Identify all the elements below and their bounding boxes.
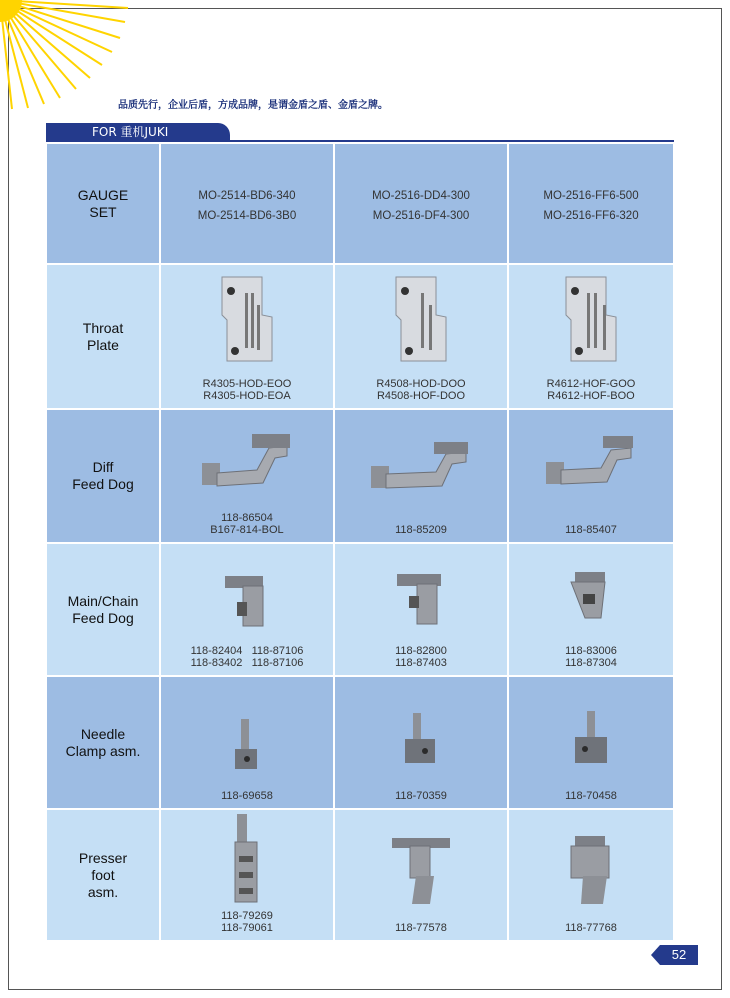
row-label-line: Plate [87,336,119,353]
part-code: 118-70458 [565,790,617,802]
needle-clamp-image [399,711,443,771]
part-cell [508,809,674,941]
part-code: 118-86504 [221,512,273,524]
page-number: 52 [660,945,698,965]
diff-feed-dog-image [366,438,476,498]
part-code: MO-2514-BD6-340 [198,189,296,202]
part-code: R4612-HOF-GOO [546,378,636,390]
row-label [46,143,160,264]
needle-clamp-image [227,717,267,777]
part-code: 118-79061 [221,922,273,934]
sun-burst-graphic [0,0,130,110]
row-label-line: Feed Dog [72,476,134,492]
part-code: R4508-HOD-DOO [376,378,466,390]
part-cell [160,676,334,809]
row-label-line: Diff [92,459,114,475]
part-code: 118-85407 [565,524,617,536]
row-label-line: Throat [82,319,124,336]
part-code: 118-77768 [565,922,617,934]
row-label [46,543,160,676]
part-cell [160,809,334,941]
main-feed-dog-image [217,572,277,632]
row-label-line: SET [89,203,117,220]
presser-foot-image [386,828,456,908]
part-cell [508,409,674,543]
part-code: 118-69658 [221,790,273,802]
part-cell [508,143,674,264]
part-code: MO-2516-DD4-300 [372,189,470,202]
table-row [46,409,674,543]
part-code: 118-79269 [221,910,273,922]
table-row [46,143,674,264]
part-cell [508,543,674,676]
part-code: 118-82800 [395,645,447,657]
row-label-line: Needle [80,725,126,742]
table-row [46,264,674,409]
part-cell [334,676,508,809]
row-label-line: Presser [78,849,128,866]
row-label [46,264,160,409]
part-cell [160,409,334,543]
diff-feed-dog-image [541,432,641,497]
part-cell [334,409,508,543]
table-row [46,543,674,676]
part-cell [334,543,508,676]
throat-plate-image [391,275,451,365]
part-code: 118-82404 118-87106 [190,645,304,657]
part-code: MO-2516-FF6-320 [543,209,639,222]
part-code: R4305-HOD-EOA [203,390,291,402]
throat-plate-image [217,275,277,365]
row-label-line: Main/Chain [67,592,139,609]
row-label-line: GAUGE [77,186,129,203]
part-cell [334,143,508,264]
main-feed-dog-image [561,568,621,628]
part-cell [508,676,674,809]
part-code: 118-87403 [395,657,447,669]
main-feed-dog-image [391,570,451,630]
part-cell [334,264,508,409]
part-code: B167-814-BOL [210,524,284,536]
part-code: 118-77578 [395,922,447,934]
part-code: R4305-HOD-EOO [202,378,292,390]
presser-foot-image [227,812,267,908]
section-tab-juki: FOR 重机JUKI [46,123,230,141]
brand-slogan: 品质先行，企业后盾，方成品牌，是谓金盾之盾、金盾之牌。 [118,100,388,111]
parts-table [45,142,675,942]
part-cell [160,143,334,264]
part-code: R4508-HOF-DOO [376,390,466,402]
part-code: 118-70359 [395,790,447,802]
part-cell [334,809,508,941]
row-label-line: foot [91,866,115,883]
part-code: MO-2514-BD6-3B0 [197,209,297,222]
throat-plate-image [561,275,621,365]
diff-feed-dog-image [197,428,297,498]
part-code: 118-87304 [565,657,617,669]
presser-foot-image [561,832,621,908]
table-row [46,809,674,941]
part-code: 118-83402 118-87106 [190,657,304,669]
row-label-line: asm. [87,883,119,900]
row-label-line: Feed Dog [72,609,134,626]
part-cell [160,264,334,409]
part-code: R4612-HOF-BOO [547,390,635,402]
part-code: MO-2516-DF4-300 [372,209,470,222]
row-label [46,409,160,543]
part-code: 118-85209 [395,524,447,536]
part-cell [160,543,334,676]
row-label [46,676,160,809]
part-code: MO-2516-FF6-500 [543,189,639,202]
row-label [46,809,160,941]
part-cell [508,264,674,409]
needle-clamp-image [569,709,613,771]
table-row [46,676,674,809]
row-label-line: Clamp asm. [65,742,141,759]
part-code: 118-83006 [565,645,617,657]
